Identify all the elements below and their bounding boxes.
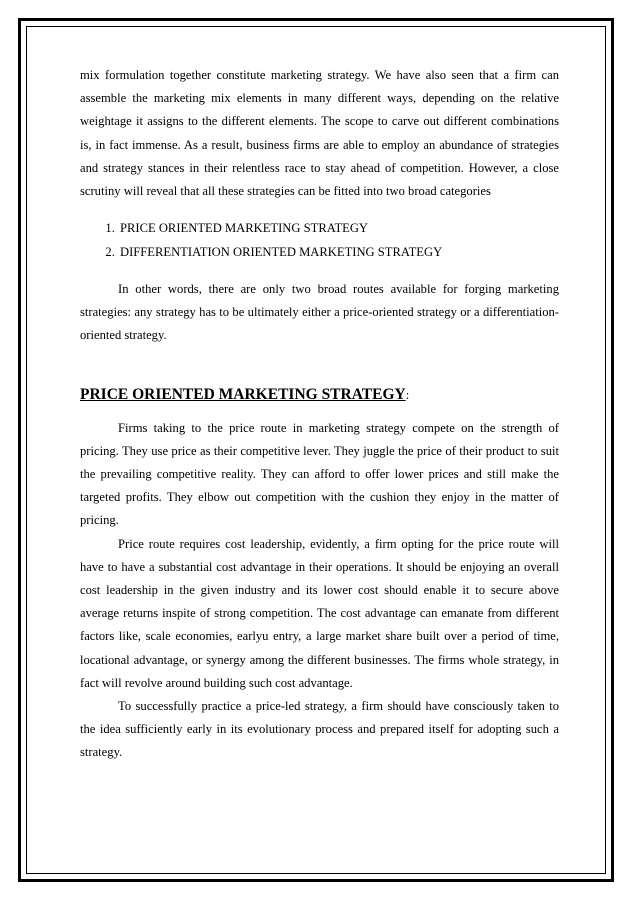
- paragraph-cost-leadership: Price route requires cost leadership, evidently, a firm opting for the price route will have to have a substantial cost advantage in their operations. It should be enjoying an overall cost leadership in the given industry and its lower cost should enable it to secure above average returns inspite of strong competition. The cost advantage can emanate from different factors like, scale economies, earlyu entry, a large market share built over a period of time, locational advantage, or synergy among the different businesses. The firms whole strategy, in fact will revolve around building such cost advantage.: [80, 536, 559, 690]
- paragraph-intro: mix formulation together constitute marketing strategy. We have also seen that a firm can assemble the marketing mix elements in many different ways, depending on the relative weightage it assigns to the different elements. The scope to carve out different combinations is, in fact immense. As a result, business firms are able to employ an abundance of strategies and strategy stances in their relentless race to stay ahead of competition. However, a close scrutiny will reveal that all these strategies can be fitted into two broad categories: [80, 68, 559, 199]
- list-item: 1. PRICE ORIENTED MARKETING STRATEGY: [118, 217, 559, 240]
- section-heading-colon: :: [405, 387, 410, 402]
- page-content: [80, 64, 559, 765]
- paragraph-routes: In other words, there are only two broad routes available for forging marketing strategies: any strategy has to be ultimately either a price-oriented strategy or a differentiation-oriented strategy.: [80, 282, 559, 343]
- paragraph-price-led: To successfully practice a price-led strategy, a firm should have consciously taken to the idea sufficiently early in its evolutionary process and prepared itself for adopting such a strategy.: [80, 699, 559, 760]
- list-item: 2. DIFFERENTIATION ORIENTED MARKETING STRATEGY: [118, 241, 559, 264]
- paragraph-price-route: Firms taking to the price route in marketing strategy compete on the strength of pricing. They use price as their competitive lever. They juggle the price of their product to suit the prevailing competitive reality. They can afford to offer lower prices and still make the targeted profits. They elbow out competition with the cushion they enjoy in the matter of pricing.: [80, 420, 559, 528]
- section-heading: [80, 383, 559, 407]
- strategy-list: [80, 217, 559, 264]
- section-heading-text: PRICE ORIENTED MARKETING STRATEGY: [80, 385, 406, 403]
